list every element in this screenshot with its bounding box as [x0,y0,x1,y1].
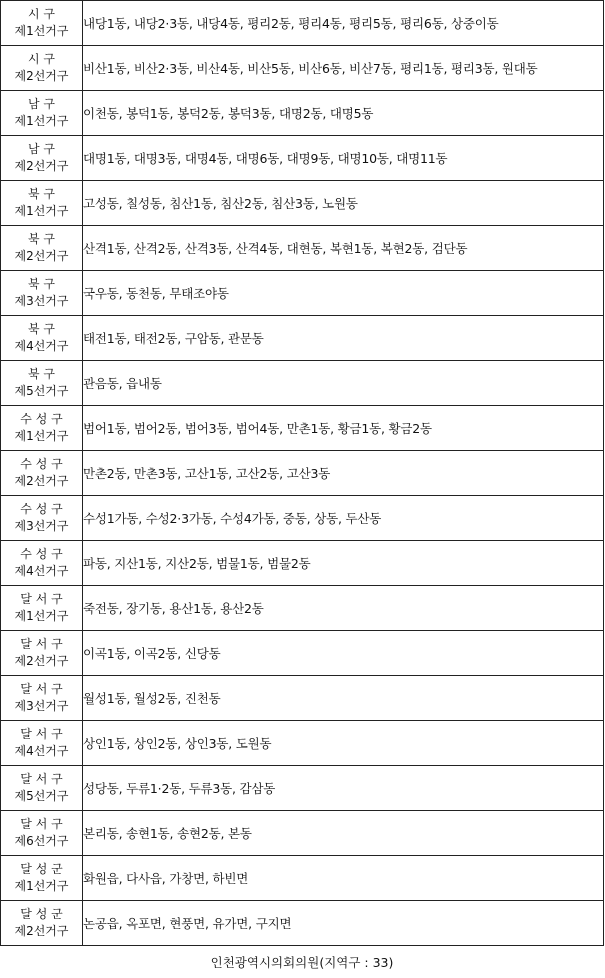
table-row [1,631,604,676]
constituency-name-cell [1,271,83,316]
constituency-areas-cell: 비산1동, 비산2·3동, 비산4동, 비산5동, 비산6동, 비산7동, 평리1동, 평리3동, 원대동 [83,46,604,91]
constituency-areas-cell: 고성동, 칠성동, 침산1동, 침산2동, 침산3동, 노원동 [83,181,604,226]
constituency-areas-cell: 산격1동, 산격2동, 산격3동, 산격4동, 대현동, 복현1동, 복현2동, 검단동 [83,226,604,271]
constituency-label: 제4선거구 [14,564,69,578]
table-row [1,316,604,361]
constituency-name-cell [1,541,83,586]
district-name: 북 구 [28,277,55,291]
constituency-name-cell [1,451,83,496]
district-name: 시 구 [28,7,55,21]
constituency-label: 제5선거구 [14,789,69,803]
table-row [1,676,604,721]
constituency-name-cell [1,721,83,766]
section-caption: 인천광역시의회의원(지역구 : 33) [210,955,394,970]
constituency-table-body [1,1,604,946]
constituency-label: 제4선거구 [14,339,69,353]
constituency-name-cell [1,361,83,406]
constituency-name-cell [1,316,83,361]
constituency-name-cell [1,631,83,676]
constituency-areas-cell: 이곡1동, 이곡2동, 신당동 [83,631,604,676]
constituency-label: 제2선거구 [14,654,69,668]
constituency-name-cell [1,46,83,91]
table-row [1,766,604,811]
constituency-areas-cell: 본리동, 송현1동, 송현2동, 본동 [83,811,604,856]
constituency-label: 제2선거구 [14,924,69,938]
constituency-label: 제2선거구 [14,474,69,488]
constituency-label: 제1선거구 [14,429,69,443]
constituency-name-cell [1,181,83,226]
constituency-label: 제3선거구 [14,699,69,713]
table-row [1,811,604,856]
district-name: 달 성 군 [20,907,63,921]
constituency-label: 제1선거구 [14,24,69,38]
constituency-name-cell [1,496,83,541]
constituency-areas-cell: 범어1동, 범어2동, 범어3동, 범어4동, 만촌1동, 황금1동, 황금2동 [83,406,604,451]
table-row [1,226,604,271]
table-row [1,181,604,226]
table-row [1,361,604,406]
district-name: 남 구 [28,142,55,156]
table-row [1,46,604,91]
district-name: 달 서 구 [20,682,63,696]
constituency-label: 제2선거구 [14,69,69,83]
constituency-label: 제1선거구 [14,609,69,623]
constituency-label: 제1선거구 [14,879,69,893]
table-row [1,1,604,46]
constituency-areas-cell: 내당1동, 내당2·3동, 내당4동, 평리2동, 평리4동, 평리5동, 평리6동, 상중이동 [83,1,604,46]
constituency-areas-cell: 화원읍, 다사읍, 가창면, 하빈면 [83,856,604,901]
constituency-name-cell [1,1,83,46]
constituency-areas-cell: 국우동, 동천동, 무태조야동 [83,271,604,316]
constituency-areas-cell: 수성1가동, 수성2·3가동, 수성4가동, 중동, 상동, 두산동 [83,496,604,541]
constituency-areas-cell: 논공읍, 옥포면, 현풍면, 유가면, 구지면 [83,901,604,946]
district-name: 달 서 구 [20,592,63,606]
constituency-areas-cell: 월성1동, 월성2동, 진천동 [83,676,604,721]
district-name: 북 구 [28,232,55,246]
table-row [1,901,604,946]
table-row [1,451,604,496]
constituency-name-cell [1,676,83,721]
table-row [1,271,604,316]
constituency-areas-cell: 이천동, 봉덕1동, 봉덕2동, 봉덕3동, 대명2동, 대명5동 [83,91,604,136]
table-row [1,496,604,541]
district-name: 시 구 [28,52,55,66]
district-name: 달 서 구 [20,817,63,831]
constituency-areas-cell: 만촌2동, 만촌3동, 고산1동, 고산2동, 고산3동 [83,451,604,496]
constituency-name-cell [1,811,83,856]
district-name: 수 성 구 [20,457,63,471]
constituency-name-cell [1,766,83,811]
district-name: 수 성 구 [20,547,63,561]
table-row [1,541,604,586]
constituency-label: 제5선거구 [14,384,69,398]
table-row [1,856,604,901]
district-name: 달 서 구 [20,727,63,741]
district-name: 북 구 [28,187,55,201]
constituency-label: 제4선거구 [14,744,69,758]
district-name: 달 성 군 [20,862,63,876]
district-name: 남 구 [28,97,55,111]
constituency-label: 제3선거구 [14,519,69,533]
constituency-name-cell [1,136,83,181]
constituency-label: 제3선거구 [14,294,69,308]
district-name: 달 서 구 [20,772,63,786]
table-row [1,136,604,181]
constituency-areas-cell: 태전1동, 태전2동, 구암동, 관문동 [83,316,604,361]
district-name: 수 성 구 [20,502,63,516]
constituency-name-cell [1,406,83,451]
table-row [1,586,604,631]
district-name: 북 구 [28,322,55,336]
constituency-name-cell [1,901,83,946]
district-name: 수 성 구 [20,412,63,426]
constituency-name-cell [1,586,83,631]
constituency-areas-cell: 관음동, 읍내동 [83,361,604,406]
district-name: 북 구 [28,367,55,381]
constituency-label: 제1선거구 [14,114,69,128]
constituency-areas-cell: 파동, 지산1동, 지산2동, 범물1동, 범물2동 [83,541,604,586]
constituency-label: 제2선거구 [14,249,69,263]
table-row [1,721,604,766]
constituency-areas-cell: 상인1동, 상인2동, 상인3동, 도원동 [83,721,604,766]
district-name: 달 서 구 [20,637,63,651]
constituency-name-cell [1,91,83,136]
constituency-areas-cell: 죽전동, 장기동, 용산1동, 용산2동 [83,586,604,631]
constituency-label: 제6선거구 [14,834,69,848]
table-row [1,406,604,451]
constituency-name-cell [1,856,83,901]
constituency-name-cell [1,226,83,271]
constituency-areas-cell: 성당동, 두류1·2동, 두류3동, 감삼동 [83,766,604,811]
constituency-areas-cell: 대명1동, 대명3동, 대명4동, 대명6동, 대명9동, 대명10동, 대명11동 [83,136,604,181]
constituency-label: 제2선거구 [14,159,69,173]
table-row [1,91,604,136]
constituency-label: 제1선거구 [14,204,69,218]
